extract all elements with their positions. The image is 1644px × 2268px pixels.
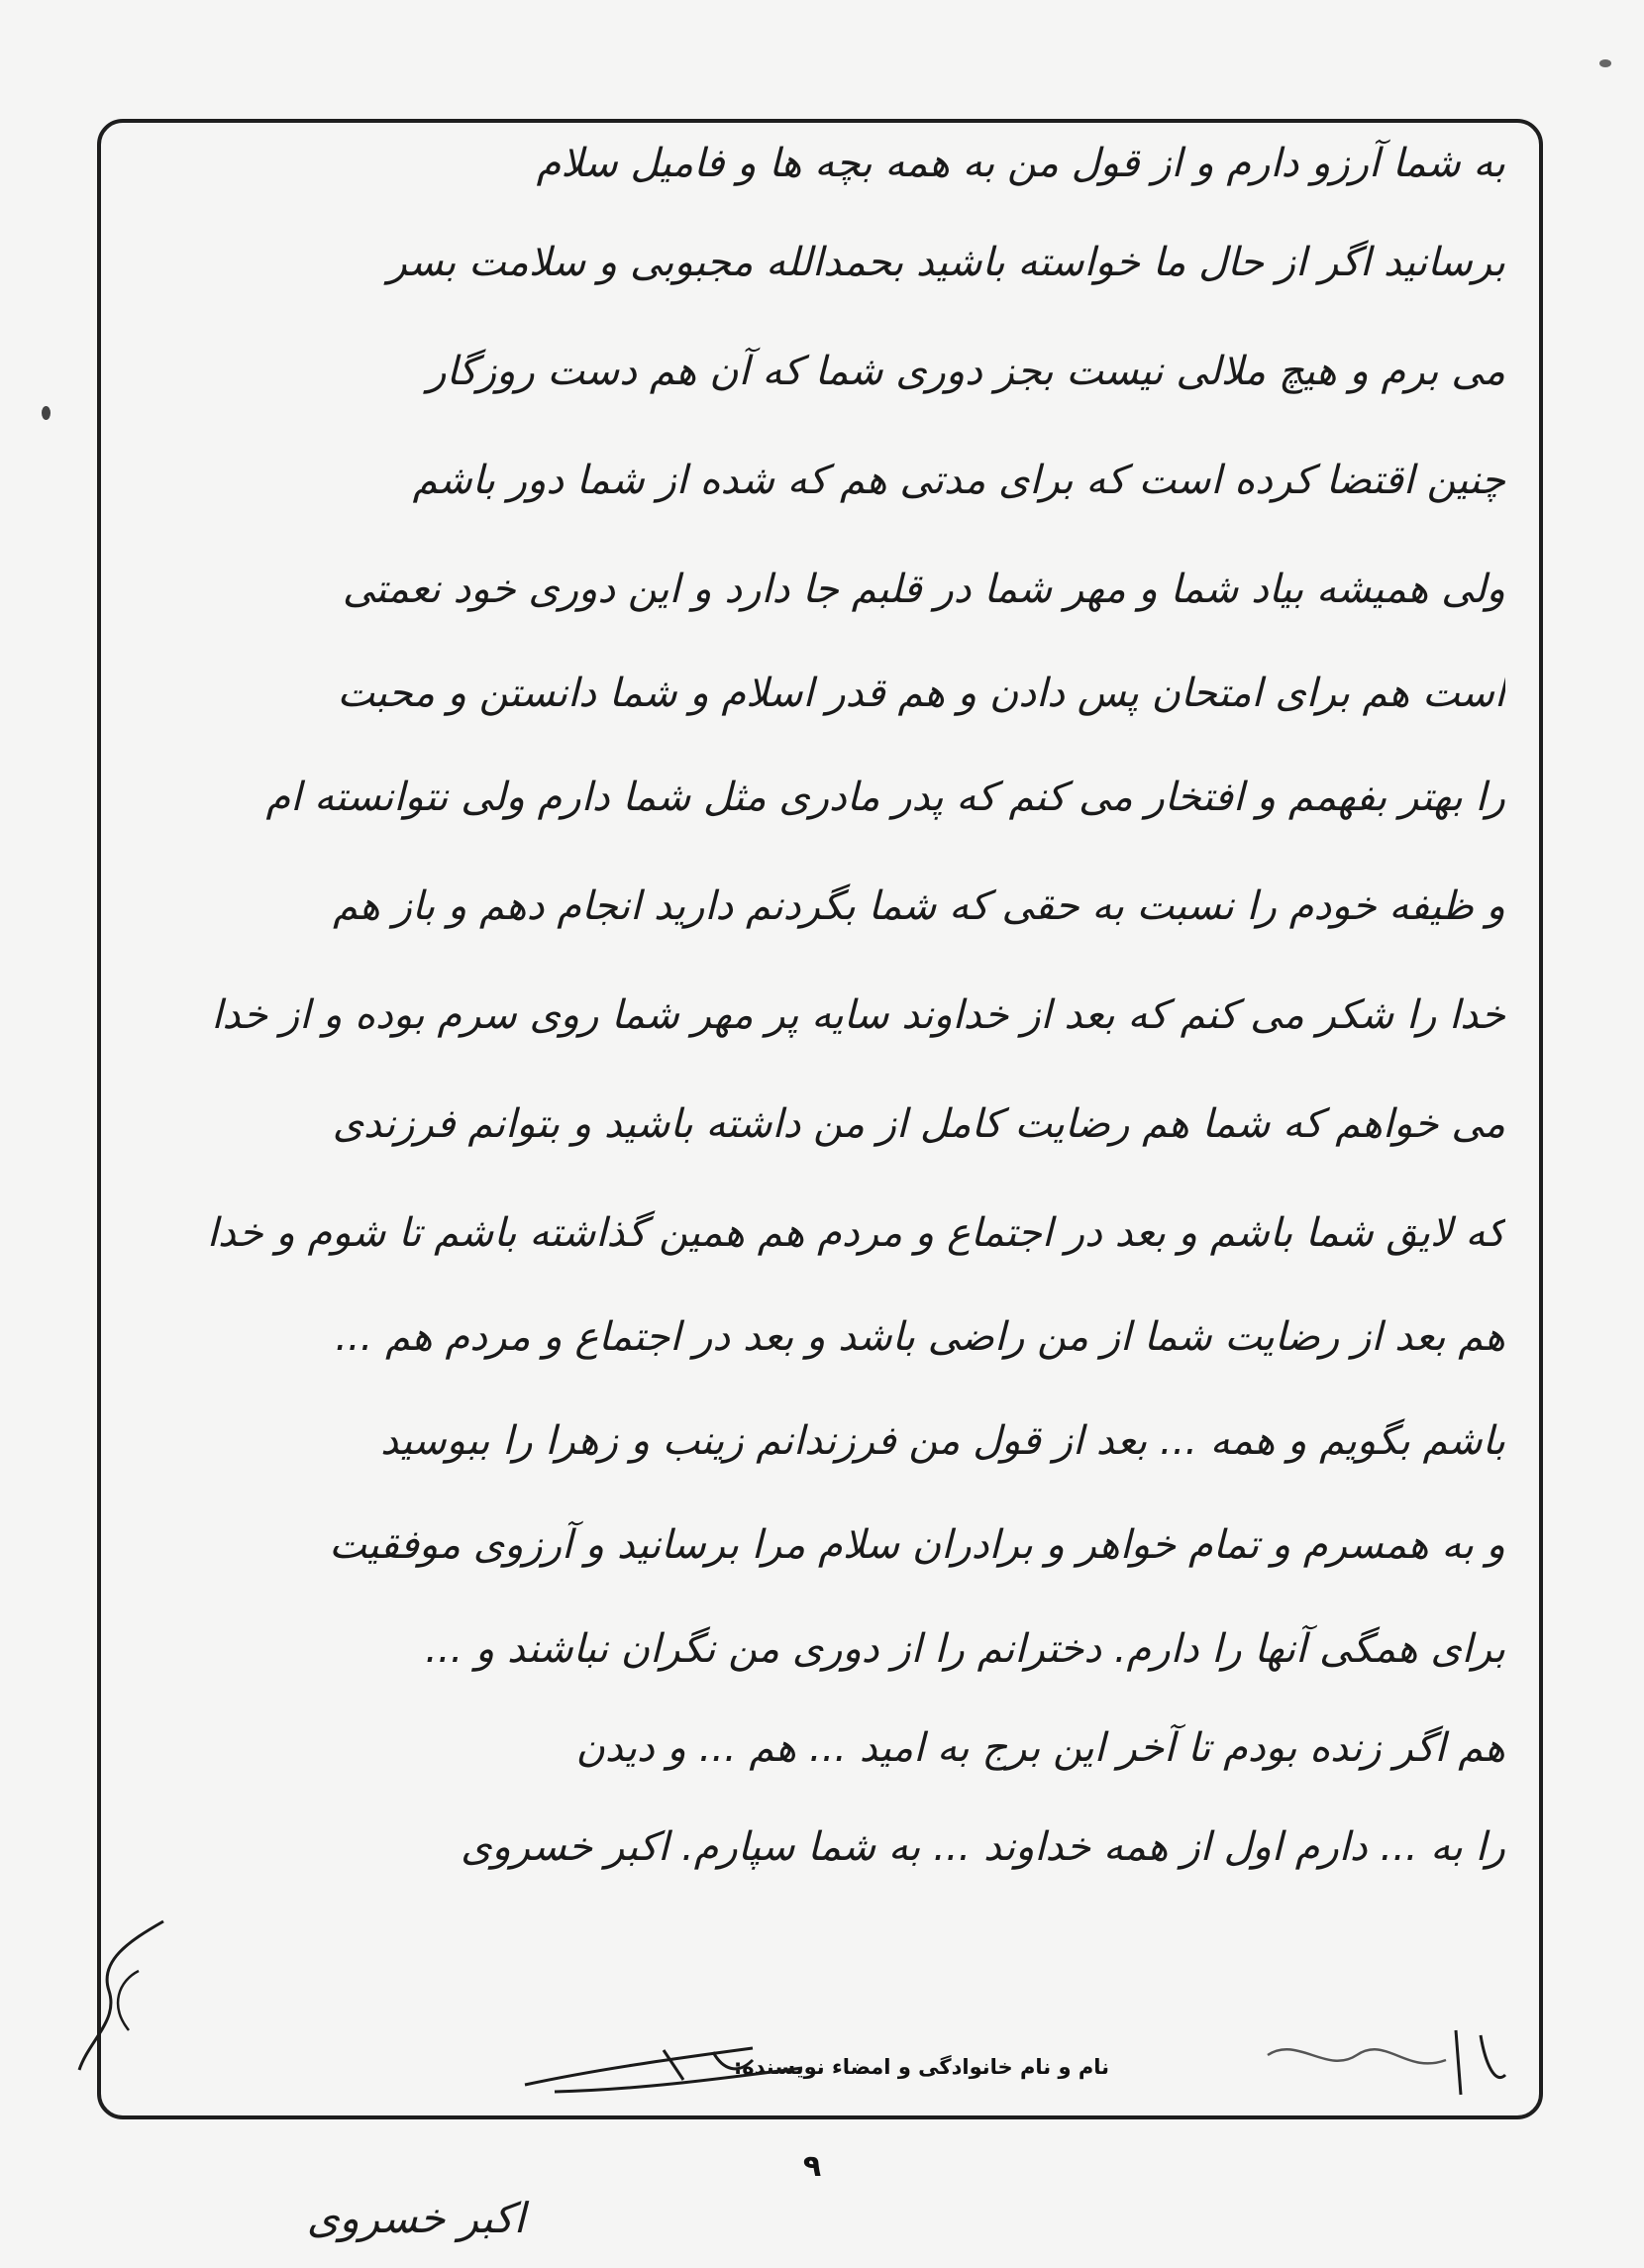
letter-line-16: هم اگر زنده بودم تا آخر این برج به امید ... هم ... و دیدن <box>575 1725 1505 1771</box>
margin-scribble <box>69 1911 188 2080</box>
letter-line-5: ولی همیشه بیاد شما و مهر شما در قلبم جا دارد و این دوری خود نعمتی <box>342 567 1505 612</box>
ink-spot <box>42 406 51 420</box>
letter-line-4: چنین اقتضا کرده است که برای مدتی هم که شده از شما دور باشم <box>412 458 1505 503</box>
letter-line-17: را به ... دارم اول از همه خداوند ... به شما سپارم. اکبر خسروی <box>461 1824 1505 1870</box>
stamp-mark <box>1258 2015 1515 2105</box>
page-number: ۹ <box>802 2149 822 2184</box>
signature-field-label: نام و نام خانوادگی و امضاء نویسنده: <box>733 2055 1109 2079</box>
letter-line-1: به شما آرزو دارم و از قول من به همه بچه ها و فامیل سلام <box>536 141 1505 186</box>
letter-line-11: که لایق شما باشم و بعد در اجتماع و مردم هم همین گذاشته باشم تا شوم و خدا <box>206 1210 1505 1256</box>
letter-line-15: برای همگی آنها را دارم. دخترانم را از دوری من نگران نباشند و ... <box>425 1626 1505 1672</box>
handwritten-letter <box>109 129 1525 1991</box>
letter-line-13: باشم بگویم و همه ... بعد از قول من فرزندانم زینب و زهرا را ببوسید <box>380 1418 1505 1464</box>
letter-line-7: را بهتر بفهمم و افتخار می کنم که پدر مادری مثل شما دارم ولی نتوانسته ام <box>265 774 1505 820</box>
signature-mark <box>515 2040 812 2100</box>
letter-line-9: خدا را شکر می کنم که بعد از خداوند سایه پر مهر شما روی سرم بوده و از خدا <box>211 992 1505 1038</box>
letter-line-2: برسانید اگر از حال ما خواسته باشید بحمدالله مجبوبی و سلامت بسر <box>387 240 1505 285</box>
letter-line-12: هم بعد از رضایت شما از من راضی باشد و بعد در اجتماع و مردم هم ... <box>335 1314 1505 1360</box>
ink-spot <box>1599 59 1611 67</box>
letter-line-3: می برم و هیچ ملالی نیست بجز دوری شما که آن هم دست روزگار <box>427 349 1505 394</box>
letter-line-6: است هم برای امتحان پس دادن و هم قدر اسلام و شما دانستن و محبت <box>337 670 1505 716</box>
letter-line-10: می خواهم که شما هم رضایت کامل از من داشته باشید و بتوانم فرزندی <box>332 1101 1505 1147</box>
letter-line-8: و ظیفه خودم را نسبت به حقی که شما بگردنم دارید انجام دهم و باز هم <box>333 883 1505 929</box>
letter-line-14: و به همسرم و تمام خواهر و برادران سلام مرا برسانید و آرزوی موفقیت <box>329 1522 1505 1568</box>
author-name-note: اکبر خسروی <box>306 2194 526 2242</box>
